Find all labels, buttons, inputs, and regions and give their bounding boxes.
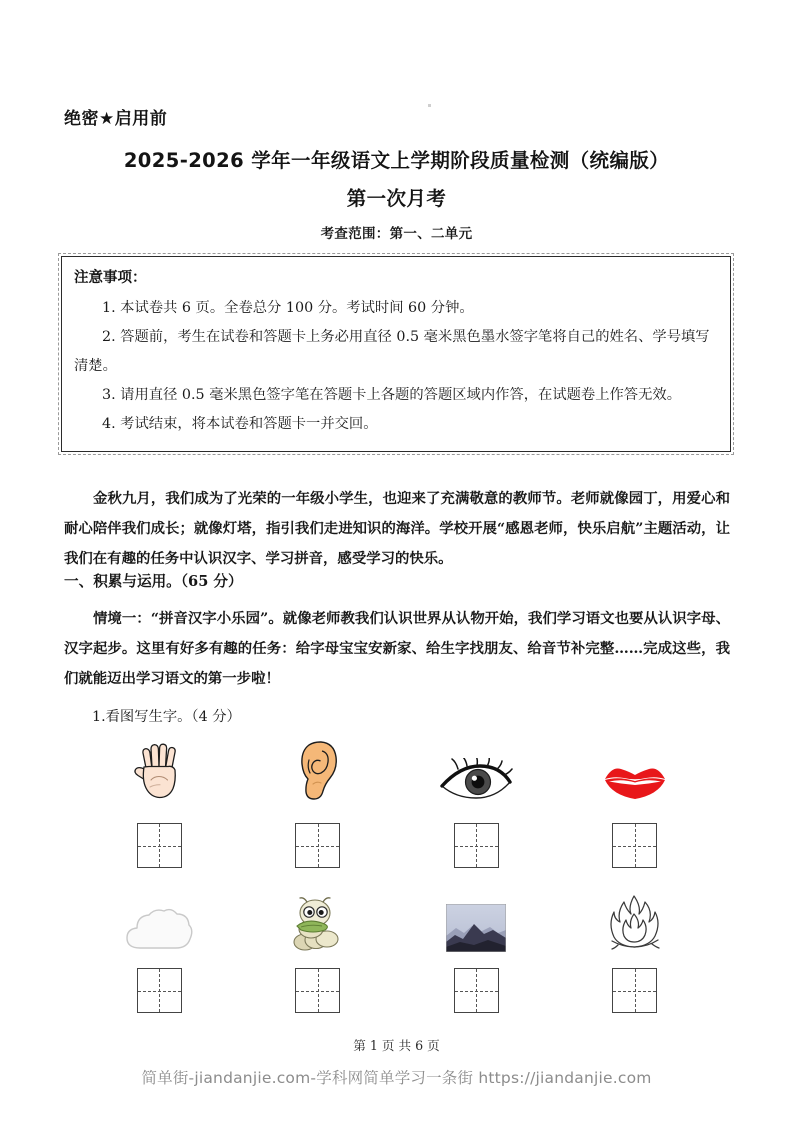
cloud-illustration	[124, 906, 194, 952]
tianzige-box[interactable]	[295, 823, 340, 868]
tianzige-box[interactable]	[454, 823, 499, 868]
picture-cell	[407, 738, 545, 802]
notice-item: 2. 答题前，考生在试卷和答题卡上务必用直径 0.5 毫米黑色墨水签字笔将自己的姓名、学号填写清楚。	[74, 329, 710, 374]
picture-cell	[407, 888, 545, 952]
page-subtitle: 第一次月考	[346, 187, 447, 210]
ear-illustration	[295, 740, 341, 802]
picture-cell	[90, 738, 228, 802]
notice-title: 注意事项：	[74, 270, 147, 286]
answer-grid-cell	[566, 823, 704, 868]
picture-cell	[566, 888, 704, 952]
mountain-photo	[446, 904, 506, 952]
notice-item: 4. 考试结束，将本试卷和答题卡一并交回。	[102, 416, 378, 432]
answer-grid-row-1	[90, 823, 704, 868]
fire-illustration	[607, 894, 663, 952]
tianzige-box[interactable]	[612, 823, 657, 868]
picture-cell	[566, 738, 704, 802]
tianzige-box[interactable]	[295, 968, 340, 1013]
notice-box-inner	[61, 256, 731, 452]
insect-illustration	[289, 896, 347, 952]
eye-illustration	[438, 758, 514, 802]
hand-illustration	[130, 740, 188, 802]
answer-grid-row-2	[90, 968, 704, 1013]
notice-item: 3. 请用直径 0.5 毫米黑色签字笔在答题卡上各题的答题区域内作答，在试题卷上作答无效。	[102, 387, 681, 403]
exam-scope: 考查范围：第一、二单元	[320, 226, 473, 242]
tianzige-box[interactable]	[612, 968, 657, 1013]
question-1-prompt: 1.看图写生字。（4 分）	[92, 709, 241, 725]
answer-grid-cell	[249, 968, 387, 1013]
watermark-text: 简单街-jiandanjie.com-学科网简单学习一条街 https://jiandanjie.com	[141, 1069, 652, 1087]
answer-grid-cell	[249, 823, 387, 868]
mouth-illustration	[602, 762, 668, 802]
picture-cell	[249, 738, 387, 802]
intro-paragraph: 金秋九月，我们成为了光荣的一年级小学生，也迎来了充满敬意的教师节。老师就像园丁，用爱心和耐心陪伴我们成长；就像灯塔，指引我们走进知识的海洋。学校开展“感恩老师，快乐启航”主题活动，让我们在有趣的任务中认识汉字、学习拼音，感受学习的快乐。	[64, 490, 730, 567]
notice-item: 1. 本试卷共 6 页。全卷总分 100 分。考试时间 60 分钟。	[102, 300, 474, 316]
notice-box	[58, 253, 734, 455]
tianzige-box[interactable]	[454, 968, 499, 1013]
scene-paragraph: 情境一：“拼音汉字小乐园”。就像老师教我们认识世界从认物开始，我们学习语文也要从认识字母、汉字起步。这里有好多有趣的任务：给字母宝宝安新家、给生字找朋友、给音节补完整……完成这些，我们就能迈出学习语文的第一步啦！	[64, 610, 730, 687]
section-heading-one: 一、积累与运用。（65 分）	[64, 573, 243, 590]
scan-artifact-dot	[428, 104, 431, 107]
picture-row-2	[90, 888, 704, 952]
answer-grid-cell	[90, 823, 228, 868]
secret-label: 绝密★启用前	[64, 109, 168, 129]
answer-grid-cell	[566, 968, 704, 1013]
answer-grid-cell	[407, 968, 545, 1013]
page-number: 第 1 页 共 6 页	[353, 1038, 440, 1053]
answer-grid-cell	[407, 823, 545, 868]
picture-row-1	[90, 738, 704, 802]
picture-cell	[90, 888, 228, 952]
answer-grid-cell	[90, 968, 228, 1013]
tianzige-box[interactable]	[137, 968, 182, 1013]
picture-cell	[249, 888, 387, 952]
page-title: 2025-2026 学年一年级语文上学期阶段质量检测（统编版）	[123, 149, 670, 172]
tianzige-box[interactable]	[137, 823, 182, 868]
